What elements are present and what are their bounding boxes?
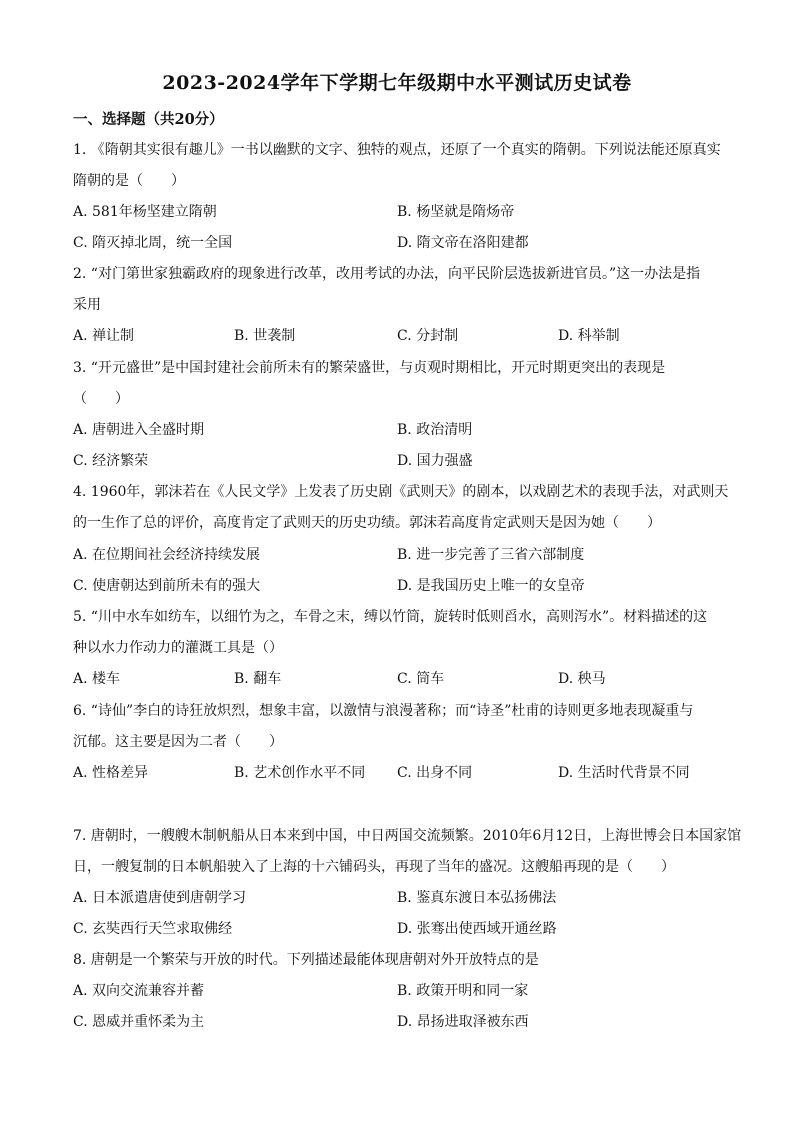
question-5-option-b: B. 翻车 — [234, 671, 282, 687]
question-6-option-b: B. 艺术创作水平不同 — [234, 765, 366, 781]
question-2-option-b: B. 世袭制 — [234, 328, 296, 344]
question-6-line-1: 6. “诗仙”李白的诗狂放炽烈，想象丰富，以激情与浪漫著称；而“诗圣”杜甫的诗则更多地表现凝重与 — [73, 703, 694, 719]
question-5-option-a: A. 楼车 — [73, 671, 121, 687]
question-3-option-a: A. 唐朝进入全盛时期 — [73, 422, 205, 438]
question-7-option-a: A. 日本派遣唐使到唐朝学习 — [73, 890, 247, 906]
exam-title: 2023-2024学年下学期七年级期中水平测试历史试卷 — [162, 72, 632, 94]
question-7-line-2: 日，一艘复制的日本帆船驶入了上海的十六铺码头，再现了当年的盛况。这艘船再现的是（ ） — [73, 859, 675, 875]
question-4-option-d: D. 是我国历史上唯一的女皇帝 — [397, 578, 585, 594]
question-4-option-a: A. 在位期间社会经济持续发展 — [73, 547, 261, 563]
question-1-option-c: C. 隋灭掉北周，统一全国 — [73, 235, 233, 251]
question-8-option-b: B. 政策开明和同一家 — [397, 983, 529, 999]
question-4-option-c: C. 使唐朝达到前所未有的强大 — [73, 578, 261, 594]
question-1-option-b: B. 杨坚就是隋炀帝 — [397, 204, 515, 220]
question-7-option-b: B. 鉴真东渡日本弘扬佛法 — [397, 890, 557, 906]
question-8-option-c: C. 恩威并重怀柔为主 — [73, 1014, 205, 1030]
question-3-option-b: B. 政治清明 — [397, 422, 473, 438]
question-5-option-c: C. 筒车 — [397, 671, 445, 687]
question-2-option-a: A. 禅让制 — [73, 328, 135, 344]
question-5-option-d: D. 秧马 — [558, 671, 606, 687]
question-2-option-d: D. 科举制 — [558, 328, 620, 344]
question-1-option-d: D. 隋文帝在洛阳建都 — [397, 235, 529, 251]
question-8-option-d: D. 昂扬进取泽被东西 — [397, 1014, 529, 1030]
question-4-line-1: 4. 1960年，郭沫若在《人民文学》上发表了历史剧《武则天》的剧本，以戏剧艺术的表现手法，对武则天 — [73, 484, 729, 500]
question-3-option-d: D. 国力强盛 — [397, 453, 473, 469]
section-heading: 一、选择题（共20分） — [73, 111, 224, 128]
question-3-option-c: C. 经济繁荣 — [73, 453, 149, 469]
question-7-option-d: D. 张骞出使西域开通丝路 — [397, 921, 557, 937]
question-6-line-2: 沉郁。这主要是因为二者（ ） — [73, 734, 283, 750]
question-7-option-c: C. 玄奘西行天竺求取佛经 — [73, 921, 233, 937]
question-5-line-1: 5. “川中水车如纺车，以细竹为之，车骨之末，缚以竹筒，旋转时低则舀水，高则泻水”。材料描述的这 — [73, 609, 708, 625]
question-8-line-1: 8. 唐朝是一个繁荣与开放的时代。下列描述最能体现唐朝对外开放特点的是 — [73, 952, 539, 968]
question-6-option-d: D. 生活时代背景不同 — [558, 765, 690, 781]
question-4-option-b: B. 进一步完善了三省六部制度 — [397, 547, 585, 563]
question-4-line-2: 的一生作了总的评价，高度肯定了武则天的历史功绩。郭沫若高度肯定武则天是因为她（ ） — [73, 515, 661, 531]
question-2-line-1: 2. “对门第世家独霸政府的现象进行改革，改用考试的办法，向平民阶层选拔新进官员。”这一办法是指 — [73, 266, 701, 282]
question-6-option-a: A. 性格差异 — [73, 765, 149, 781]
question-6-option-c: C. 出身不同 — [397, 765, 473, 781]
question-7-line-1: 7. 唐朝时，一艘艘木制帆船从日本来到中国，中日两国交流频繁。2010年6月12日，上海世博会日本国家馆 — [73, 828, 742, 844]
question-1-line-2: 隋朝的是（ ） — [73, 173, 185, 189]
question-8-option-a: A. 双向交流兼容并蓄 — [73, 983, 205, 999]
question-2-option-c: C. 分封制 — [397, 328, 459, 344]
question-1-line-1: 1. 《隋朝其实很有趣儿》一书以幽默的文字、独特的观点，还原了一个真实的隋朝。下列说法能还原真实 — [73, 142, 721, 158]
question-5-line-2: 种以水力作动力的灌溉工具是（） — [73, 640, 283, 656]
question-1-option-a: A. 581年杨坚建立隋朝 — [73, 204, 217, 220]
question-3-line-2: （ ） — [73, 391, 129, 407]
question-3-line-1: 3. “开元盛世”是中国封建社会前所未有的繁荣盛世，与贞观时期相比，开元时期更突出的表现是 — [73, 360, 666, 376]
question-2-line-2: 采用 — [73, 297, 101, 313]
